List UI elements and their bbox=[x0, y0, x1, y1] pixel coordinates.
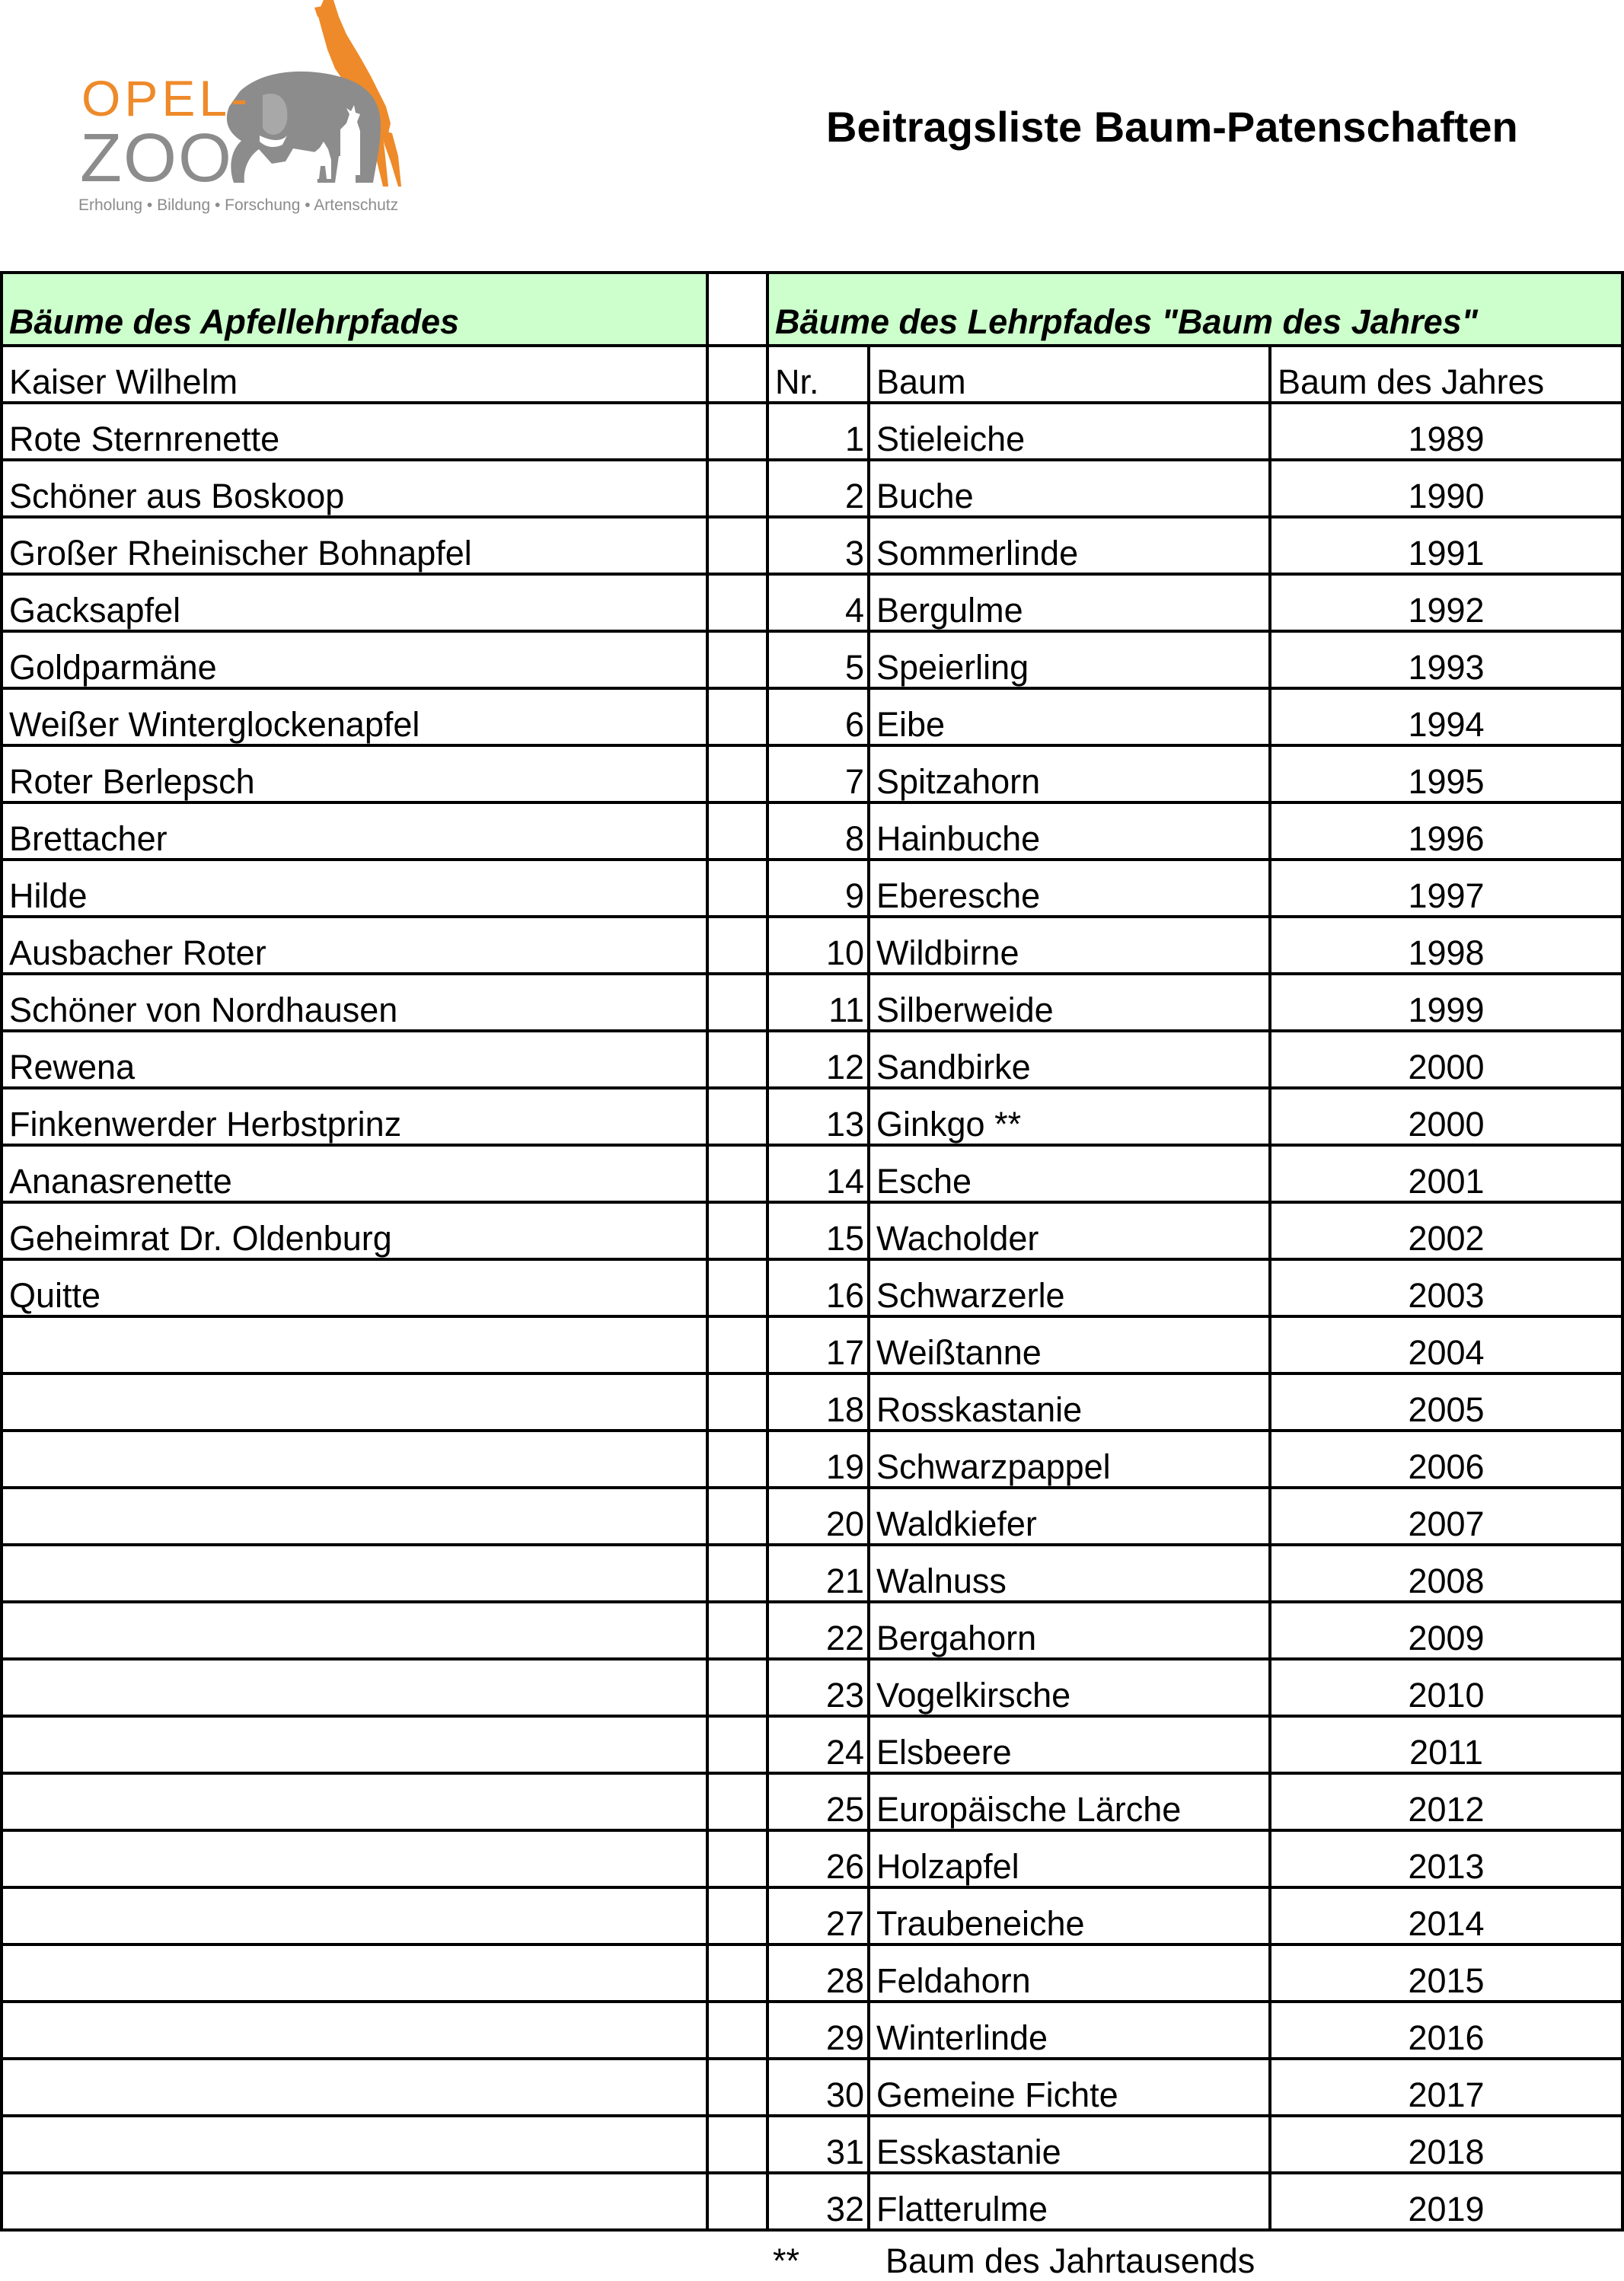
nr-cell: 26 bbox=[766, 1829, 870, 1886]
apple-cell bbox=[0, 1715, 709, 1772]
table-row bbox=[0, 1201, 1624, 1258]
jahr-cell: 2001 bbox=[1268, 1144, 1624, 1201]
jahr-cell: 2002 bbox=[1268, 1201, 1624, 1258]
nr-cell: 21 bbox=[766, 1543, 870, 1600]
nr-cell: 9 bbox=[766, 858, 870, 915]
table-row bbox=[0, 915, 1624, 972]
table-bottom-border bbox=[0, 2228, 1624, 2232]
spacer-cell bbox=[706, 458, 769, 515]
jahr-cell: 2014 bbox=[1268, 1886, 1624, 1943]
jahr-cell: 1994 bbox=[1268, 687, 1624, 744]
jahr-cell: 2003 bbox=[1268, 1258, 1624, 1315]
table-row bbox=[0, 630, 1624, 687]
baum-cell: Rosskastanie bbox=[867, 1372, 1271, 1429]
apple-cell: Schöner von Nordhausen bbox=[0, 972, 709, 1029]
apple-cell bbox=[0, 1829, 709, 1886]
table-row bbox=[0, 1772, 1624, 1829]
baum-cell: Bergahorn bbox=[867, 1600, 1271, 1657]
jahr-cell: 1992 bbox=[1268, 573, 1624, 630]
baum-cell: Schwarzerle bbox=[867, 1258, 1271, 1315]
jahr-cell: 2004 bbox=[1268, 1315, 1624, 1372]
table-row bbox=[0, 2057, 1624, 2114]
table-row bbox=[0, 1144, 1624, 1201]
nr-cell: 29 bbox=[766, 2000, 870, 2057]
nr-cell: 10 bbox=[766, 915, 870, 972]
spacer-cell bbox=[706, 1315, 769, 1372]
apple-cell bbox=[0, 2114, 709, 2171]
apple-cell: Geheimrat Dr. Oldenburg bbox=[0, 1201, 709, 1258]
baum-cell: Winterlinde bbox=[867, 2000, 1271, 2057]
jahr-cell: 2008 bbox=[1268, 1543, 1624, 1600]
table-row bbox=[0, 1886, 1624, 1943]
baum-cell: Hainbuche bbox=[867, 801, 1271, 858]
jahr-cell: 2013 bbox=[1268, 1829, 1624, 1886]
table-row bbox=[0, 2171, 1624, 2228]
baum-cell: Wacholder bbox=[867, 1201, 1271, 1258]
spacer-cell bbox=[706, 630, 769, 687]
logo-tagline: Erholung • Bildung • Forschung • Artenschutz bbox=[78, 196, 399, 214]
jahr-cell: 2018 bbox=[1268, 2114, 1624, 2171]
spacer-cell bbox=[706, 1258, 769, 1315]
spacer-cell bbox=[706, 573, 769, 630]
apple-cell bbox=[0, 1886, 709, 1943]
baum-cell: Elsbeere bbox=[867, 1715, 1271, 1772]
table-row bbox=[0, 1715, 1624, 1772]
apple-cell: Roter Berlepsch bbox=[0, 744, 709, 801]
jahr-cell: 2005 bbox=[1268, 1372, 1624, 1429]
apple-cell: Ananasrenette bbox=[0, 1144, 709, 1201]
apple-cell: Brettacher bbox=[0, 801, 709, 858]
spacer-cell bbox=[706, 1600, 769, 1657]
section-header-row bbox=[0, 271, 1624, 344]
baum-cell: Esche bbox=[867, 1144, 1271, 1201]
nr-cell: 24 bbox=[766, 1715, 870, 1772]
jahr-cell: 1999 bbox=[1268, 972, 1624, 1029]
apple-cell: Rewena bbox=[0, 1029, 709, 1086]
apple-cell: Rote Sternrenette bbox=[0, 401, 709, 458]
spacer-cell bbox=[706, 1829, 769, 1886]
baum-cell: Stieleiche bbox=[867, 401, 1271, 458]
nr-cell: 8 bbox=[766, 801, 870, 858]
apple-cell: Kaiser Wilhelm bbox=[0, 344, 709, 401]
spacer-cell bbox=[706, 2114, 769, 2171]
jahr-cell: 2019 bbox=[1268, 2171, 1624, 2228]
table-row bbox=[0, 1315, 1624, 1372]
patenschaften-table bbox=[0, 271, 1624, 2228]
jahr-cell: 1997 bbox=[1268, 858, 1624, 915]
baum-cell: Buche bbox=[867, 458, 1271, 515]
jahr-cell: 2006 bbox=[1268, 1429, 1624, 1486]
nr-cell: 16 bbox=[766, 1258, 870, 1315]
baum-cell: Sommerlinde bbox=[867, 515, 1271, 573]
spacer-cell bbox=[706, 1886, 769, 1943]
apple-cell bbox=[0, 2000, 709, 2057]
header-apfellehrpfad: Bäume des Apfellehrpfades bbox=[0, 271, 709, 344]
opel-zoo-logo bbox=[72, 0, 453, 228]
nr-cell: 30 bbox=[766, 2057, 870, 2114]
apple-cell: Schöner aus Boskoop bbox=[0, 458, 709, 515]
spacer-cell bbox=[706, 801, 769, 858]
baum-cell: Esskastanie bbox=[867, 2114, 1271, 2171]
column-header-nr: Nr. bbox=[766, 344, 870, 401]
footnote bbox=[773, 2241, 1255, 2281]
spacer-cell bbox=[706, 858, 769, 915]
table-row bbox=[0, 458, 1624, 515]
nr-cell: 27 bbox=[766, 1886, 870, 1943]
baum-cell: Waldkiefer bbox=[867, 1486, 1271, 1543]
nr-cell: 14 bbox=[766, 1144, 870, 1201]
spacer-cell bbox=[706, 1657, 769, 1715]
jahr-cell: 2010 bbox=[1268, 1657, 1624, 1715]
nr-cell: 22 bbox=[766, 1600, 870, 1657]
spacer-cell bbox=[706, 1715, 769, 1772]
apple-cell: Quitte bbox=[0, 1258, 709, 1315]
table-row bbox=[0, 1657, 1624, 1715]
baum-cell: Europäische Lärche bbox=[867, 1772, 1271, 1829]
table-row bbox=[0, 1486, 1624, 1543]
baum-cell: Feldahorn bbox=[867, 1943, 1271, 2000]
jahr-cell: 2007 bbox=[1268, 1486, 1624, 1543]
baum-cell: Sandbirke bbox=[867, 1029, 1271, 1086]
nr-cell: 13 bbox=[766, 1086, 870, 1144]
nr-cell: 11 bbox=[766, 972, 870, 1029]
apple-cell: Goldparmäne bbox=[0, 630, 709, 687]
spacer-cell bbox=[706, 1372, 769, 1429]
baum-cell: Flatterulme bbox=[867, 2171, 1271, 2228]
nr-cell: 1 bbox=[766, 401, 870, 458]
page-title: Beitragsliste Baum-Patenschaften bbox=[826, 103, 1518, 151]
apple-cell bbox=[0, 1486, 709, 1543]
table-row bbox=[0, 1429, 1624, 1486]
baum-cell: Weißtanne bbox=[867, 1315, 1271, 1372]
apple-cell bbox=[0, 1657, 709, 1715]
baum-cell: Traubeneiche bbox=[867, 1886, 1271, 1943]
spacer-cell bbox=[706, 1486, 769, 1543]
jahr-cell: 2015 bbox=[1268, 1943, 1624, 2000]
baum-cell: Eberesche bbox=[867, 858, 1271, 915]
spacer-cell bbox=[706, 515, 769, 573]
nr-cell: 17 bbox=[766, 1315, 870, 1372]
spacer-cell bbox=[706, 1144, 769, 1201]
table-row bbox=[0, 573, 1624, 630]
jahr-cell: 2000 bbox=[1268, 1086, 1624, 1144]
apple-cell: Gacksapfel bbox=[0, 573, 709, 630]
jahr-cell: 1991 bbox=[1268, 515, 1624, 573]
jahr-cell: 1995 bbox=[1268, 744, 1624, 801]
apple-cell: Großer Rheinischer Bohnapfel bbox=[0, 515, 709, 573]
column-header-row bbox=[0, 344, 1624, 401]
apple-cell: Weißer Winterglockenapfel bbox=[0, 687, 709, 744]
table-row bbox=[0, 1029, 1624, 1086]
jahr-cell: 2000 bbox=[1268, 1029, 1624, 1086]
spacer-cell bbox=[706, 2057, 769, 2114]
table-row bbox=[0, 401, 1624, 458]
table-row bbox=[0, 1372, 1624, 1429]
nr-cell: 23 bbox=[766, 1657, 870, 1715]
jahr-cell: 1989 bbox=[1268, 401, 1624, 458]
table-row bbox=[0, 687, 1624, 744]
nr-cell: 6 bbox=[766, 687, 870, 744]
table-row bbox=[0, 1086, 1624, 1144]
table-row bbox=[0, 515, 1624, 573]
jahr-cell: 2009 bbox=[1268, 1600, 1624, 1657]
table-row bbox=[0, 2000, 1624, 2057]
apple-cell bbox=[0, 1429, 709, 1486]
spacer-cell bbox=[706, 1201, 769, 1258]
spacer-cell bbox=[706, 1772, 769, 1829]
table-row bbox=[0, 2114, 1624, 2171]
apple-cell bbox=[0, 1315, 709, 1372]
table-row bbox=[0, 1258, 1624, 1315]
spacer-cell bbox=[706, 744, 769, 801]
logo-text-opel: OPEL- bbox=[81, 70, 252, 126]
nr-cell: 5 bbox=[766, 630, 870, 687]
nr-cell: 32 bbox=[766, 2171, 870, 2228]
spacer-cell bbox=[706, 687, 769, 744]
logo-text-zoo: ZOO bbox=[80, 120, 233, 196]
nr-cell: 15 bbox=[766, 1201, 870, 1258]
spacer-cell bbox=[706, 1429, 769, 1486]
column-header-jahr: Baum des Jahres bbox=[1268, 344, 1624, 401]
baum-cell: Walnuss bbox=[867, 1543, 1271, 1600]
nr-cell: 3 bbox=[766, 515, 870, 573]
apple-cell: Finkenwerder Herbstprinz bbox=[0, 1086, 709, 1144]
table-row bbox=[0, 744, 1624, 801]
baum-cell: Eibe bbox=[867, 687, 1271, 744]
apple-cell bbox=[0, 1943, 709, 2000]
apple-cell bbox=[0, 2057, 709, 2114]
baum-cell: Schwarzpappel bbox=[867, 1429, 1271, 1486]
apple-cell: Ausbacher Roter bbox=[0, 915, 709, 972]
nr-cell: 2 bbox=[766, 458, 870, 515]
baum-cell: Gemeine Fichte bbox=[867, 2057, 1271, 2114]
table-row bbox=[0, 858, 1624, 915]
spacer-cell bbox=[706, 1543, 769, 1600]
baum-cell: Wildbirne bbox=[867, 915, 1271, 972]
jahr-cell: 1998 bbox=[1268, 915, 1624, 972]
baum-cell: Spitzahorn bbox=[867, 744, 1271, 801]
table-row bbox=[0, 1543, 1624, 1600]
spacer-cell bbox=[706, 915, 769, 972]
table-row bbox=[0, 1829, 1624, 1886]
apple-cell bbox=[0, 1543, 709, 1600]
table-row bbox=[0, 1943, 1624, 2000]
baum-cell: Speierling bbox=[867, 630, 1271, 687]
spacer-cell bbox=[706, 2171, 769, 2228]
nr-cell: 28 bbox=[766, 1943, 870, 2000]
apple-cell bbox=[0, 2171, 709, 2228]
apple-cell bbox=[0, 1600, 709, 1657]
baum-cell: Silberweide bbox=[867, 972, 1271, 1029]
column-header-baum: Baum bbox=[867, 344, 1271, 401]
apple-cell: Hilde bbox=[0, 858, 709, 915]
jahr-cell: 2016 bbox=[1268, 2000, 1624, 2057]
spacer-cell bbox=[706, 972, 769, 1029]
jahr-cell: 1996 bbox=[1268, 801, 1624, 858]
jahr-cell: 1993 bbox=[1268, 630, 1624, 687]
nr-cell: 20 bbox=[766, 1486, 870, 1543]
nr-cell: 19 bbox=[766, 1429, 870, 1486]
nr-cell: 25 bbox=[766, 1772, 870, 1829]
baum-cell: Ginkgo ** bbox=[867, 1086, 1271, 1144]
nr-cell: 12 bbox=[766, 1029, 870, 1086]
spacer-cell bbox=[706, 401, 769, 458]
nr-cell: 31 bbox=[766, 2114, 870, 2171]
spacer-cell bbox=[706, 1029, 769, 1086]
nr-cell: 7 bbox=[766, 744, 870, 801]
baum-cell: Holzapfel bbox=[867, 1829, 1271, 1886]
spacer-cell bbox=[706, 1943, 769, 2000]
footnote-mark: ** bbox=[773, 2241, 800, 2280]
apple-cell bbox=[0, 1772, 709, 1829]
jahr-cell: 1990 bbox=[1268, 458, 1624, 515]
nr-cell: 4 bbox=[766, 573, 870, 630]
jahr-cell: 2017 bbox=[1268, 2057, 1624, 2114]
table-row bbox=[0, 801, 1624, 858]
baum-cell: Bergulme bbox=[867, 573, 1271, 630]
footnote-text: Baum des Jahrtausends bbox=[885, 2241, 1255, 2280]
jahr-cell: 2012 bbox=[1268, 1772, 1624, 1829]
baum-cell: Vogelkirsche bbox=[867, 1657, 1271, 1715]
spacer-cell bbox=[706, 2000, 769, 2057]
spacer-cell bbox=[706, 344, 769, 401]
jahr-cell: 2011 bbox=[1268, 1715, 1624, 1772]
table-body bbox=[0, 401, 1624, 2228]
table-row bbox=[0, 1600, 1624, 1657]
apple-cell bbox=[0, 1372, 709, 1429]
nr-cell: 18 bbox=[766, 1372, 870, 1429]
spacer-cell bbox=[706, 271, 769, 344]
table-row bbox=[0, 972, 1624, 1029]
header-lehrpfad-baum-des-jahres: Bäume des Lehrpfades "Baum des Jahres" bbox=[766, 271, 1624, 344]
spacer-cell bbox=[706, 1086, 769, 1144]
